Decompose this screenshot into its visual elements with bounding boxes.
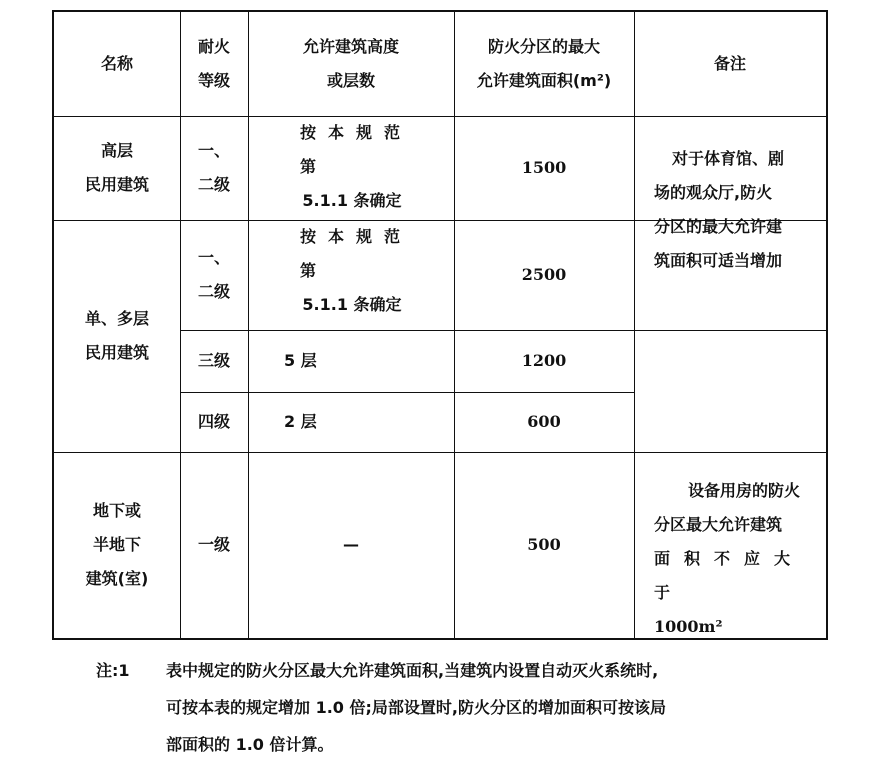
high-rise-area: [454, 116, 634, 220]
multi-row1-height-line1: 按本规范第: [300, 227, 413, 280]
remark-bottom-line1: 设备用房的防火: [688, 481, 801, 500]
multi-row3-area-value: 600: [527, 412, 561, 431]
high-rise-area-value: 1500: [521, 158, 567, 177]
high-rise-grade-line2: 二级: [197, 175, 230, 194]
multi-row2-height: [284, 330, 444, 392]
note-body: [166, 652, 836, 763]
remark-top-line2: 场的观众厅,防火: [654, 183, 773, 202]
multi-row2-grade: [180, 330, 248, 392]
header-grade-line1: 耐火: [197, 37, 230, 56]
header-height-line2: 或层数: [326, 71, 375, 90]
header-name: [54, 12, 180, 116]
underground-name-line3: 建筑(室): [85, 569, 149, 588]
remark-top-line3: 分区的最大允许建: [654, 217, 783, 236]
note-line1: 表中规定的防火分区最大允许建筑面积,当建筑内设置自动灭火系统时,: [166, 661, 659, 680]
multi-row1-height-line2: 5.1.1 条确定: [302, 295, 402, 314]
underground-grade-value: 一级: [197, 535, 230, 554]
header-height: [248, 12, 454, 116]
high-rise-height-line1: 按本规范第: [300, 123, 413, 176]
high-rise-height-line2: 5.1.1 条确定: [302, 191, 402, 210]
underground-area: [454, 452, 634, 638]
remark-top-line1: 对于体育馆、剧: [672, 149, 785, 168]
underground-area-value: 500: [527, 535, 561, 554]
header-remark-text: 备注: [713, 54, 746, 73]
header-grade: [180, 12, 248, 116]
underground-grade: [180, 452, 248, 638]
header-height-line1: 允许建筑高度: [302, 37, 399, 56]
remark-bottom-line2: 分区最大允许建筑: [654, 515, 783, 534]
multi-row3-height-value: 2 层: [284, 412, 317, 431]
multi-row2-grade-value: 三级: [197, 351, 230, 370]
header-grade-line2: 等级: [197, 71, 230, 90]
underground-name-line2: 半地下: [92, 535, 141, 554]
high-rise-grade-line1: 一、: [197, 141, 230, 160]
multi-row1-grade-line1: 一、: [197, 248, 230, 267]
multi-row1-area-value: 2500: [521, 265, 567, 284]
multi-row1-area: [454, 220, 634, 330]
underground-height-value: —: [343, 535, 359, 554]
header-area-line1: 防火分区的最大: [487, 37, 600, 56]
high-rise-height: [266, 116, 438, 220]
header-area: [454, 12, 634, 116]
multi-storey-name: [54, 220, 180, 452]
underground-name: [54, 452, 180, 638]
multi-row1-height: [266, 220, 438, 330]
underground-name-line1: 地下或: [92, 501, 141, 520]
fire-compartment-table: [52, 10, 828, 640]
multi-row3-grade-value: 四级: [197, 412, 230, 431]
multi-row1-grade-line2: 二级: [197, 282, 230, 301]
header-name-text: 名称: [100, 54, 133, 73]
multi-row2-height-value: 5 层: [284, 351, 317, 370]
remark-bottom-line4: 1000m²: [654, 617, 723, 636]
header-area-line2: 允许建筑面积(m²): [476, 71, 612, 90]
multi-row1-grade: [180, 220, 248, 330]
multi-row2-area: [454, 330, 634, 392]
remark-top: [654, 142, 814, 312]
multi-row3-area: [454, 392, 634, 452]
header-remark: [634, 12, 826, 116]
remark-top-line4: 筑面积可适当增加: [654, 251, 783, 270]
remark-bottom-line3: 面积不应大于: [654, 549, 805, 602]
high-rise-name-line2: 民用建筑: [84, 175, 149, 194]
note-label: 注:1: [96, 661, 130, 680]
high-rise-name: [54, 116, 180, 220]
multi-row3-grade: [180, 392, 248, 452]
multi-row3-height: [284, 392, 444, 452]
note-line2: 可按本表的规定增加 1.0 倍;局部设置时,防火分区的增加面积可按该局: [166, 698, 666, 717]
underground-height: [248, 452, 454, 638]
multi-storey-name-line1: 单、多层: [84, 309, 149, 328]
note-line3: 部面积的 1.0 倍计算。: [166, 735, 334, 754]
multi-row2-area-value: 1200: [521, 351, 567, 370]
remark-bottom: [654, 474, 814, 636]
high-rise-name-line1: 高层: [100, 141, 133, 160]
high-rise-grade: [180, 116, 248, 220]
multi-storey-name-line2: 民用建筑: [84, 343, 149, 362]
